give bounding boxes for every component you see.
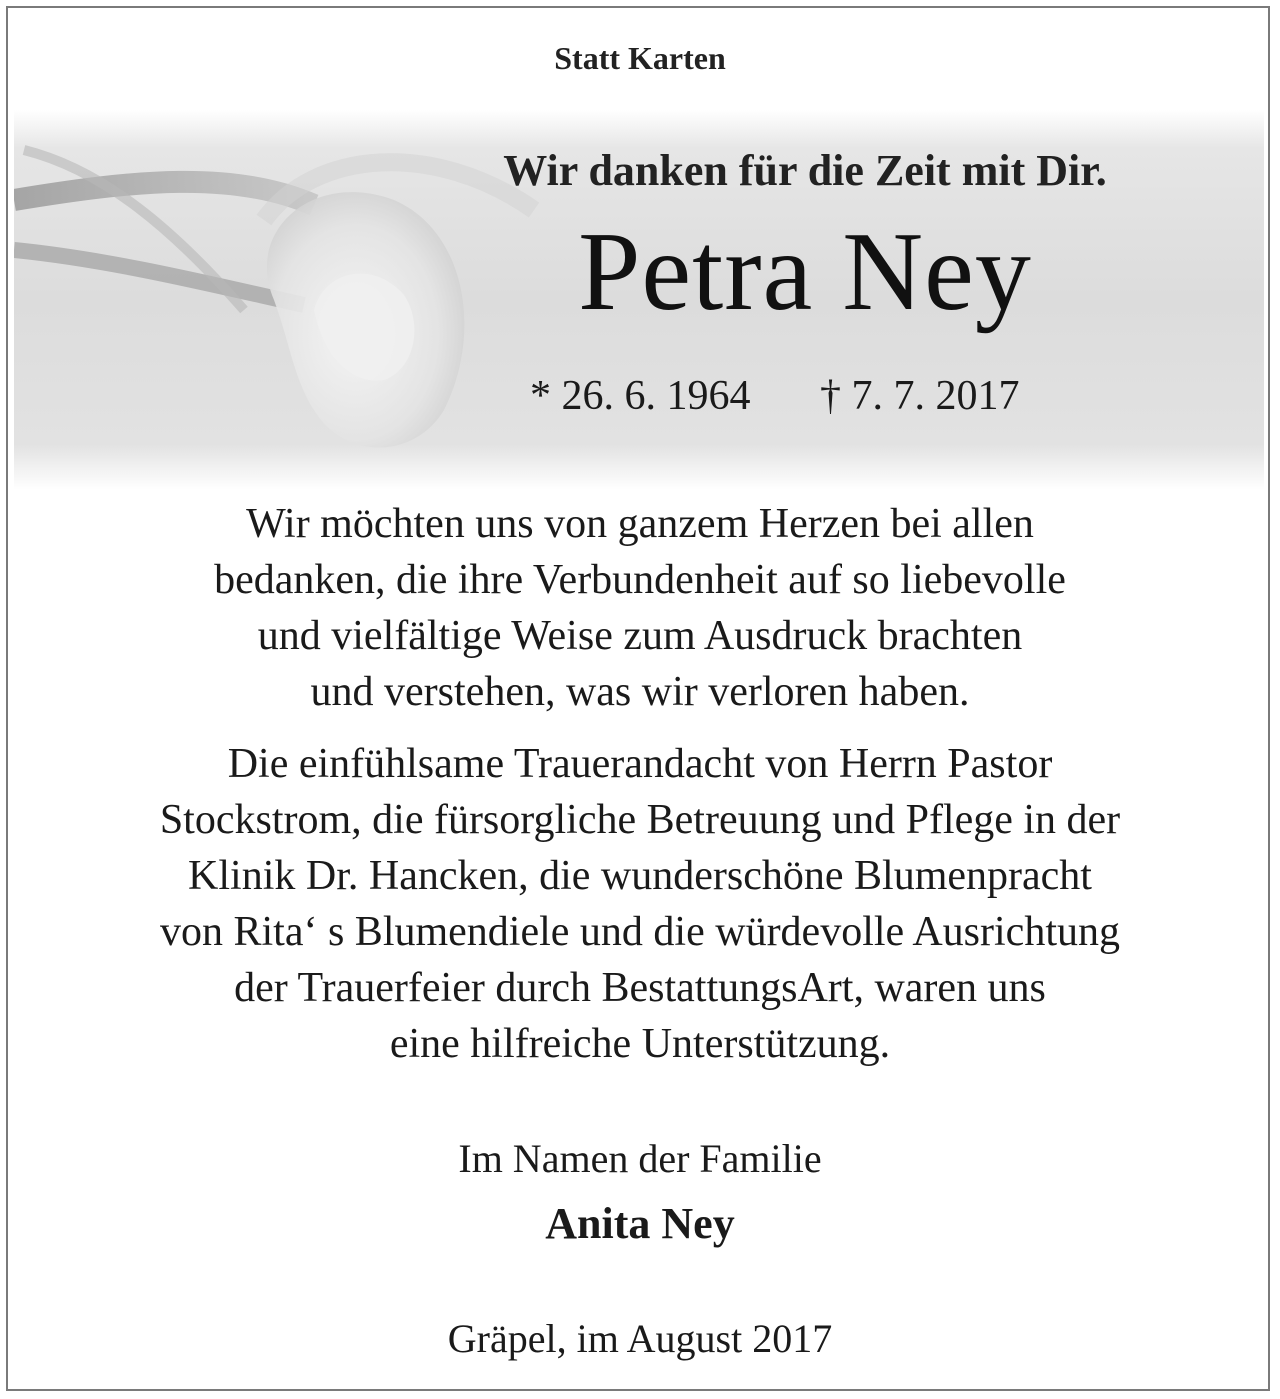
signer-name: Anita Ney [545, 1199, 735, 1248]
paragraph-line: Klinik Dr. Hancken, die wunderschöne Blumenpracht [188, 853, 1092, 899]
deceased-name: Petra Ney [578, 210, 1032, 334]
paragraph-line: von Rita‘ s Blumendiele und die würdevolle Ausrichtung [159, 909, 1120, 955]
tagline: Wir danken für die Zeit mit Dir. [503, 146, 1107, 195]
paragraph-line: und verstehen, was wir verloren haben. [310, 669, 970, 715]
birth-date: * 26. 6. 1964 [530, 373, 751, 419]
thanks-paragraph [40, 496, 1240, 720]
acknowledgement-paragraph [40, 736, 1240, 1072]
paragraph-line: Die einfühlsame Trauerandacht von Herrn Pastor [227, 741, 1053, 787]
paragraph-line: Wir möchten uns von ganzem Herzen bei allen [246, 501, 1034, 547]
death-date: † 7. 7. 2017 [820, 373, 1020, 419]
paragraph-line: und vielfältige Weise zum Ausdruck brachten [257, 613, 1023, 659]
family-line: Im Namen der Familie [458, 1136, 822, 1181]
paragraph-line: bedanken, die ihre Verbundenheit auf so liebevolle [214, 557, 1066, 603]
header-note: Statt Karten [554, 40, 726, 76]
paragraph-line: Stockstrom, die fürsorgliche Betreuung und Pflege in der [159, 797, 1121, 843]
paragraph-line: eine hilfreiche Unterstützung. [389, 1021, 891, 1067]
place-date: Gräpel, im August 2017 [447, 1316, 833, 1361]
paragraph-line: der Trauerfeier durch BestattungsArt, waren uns [234, 965, 1046, 1011]
